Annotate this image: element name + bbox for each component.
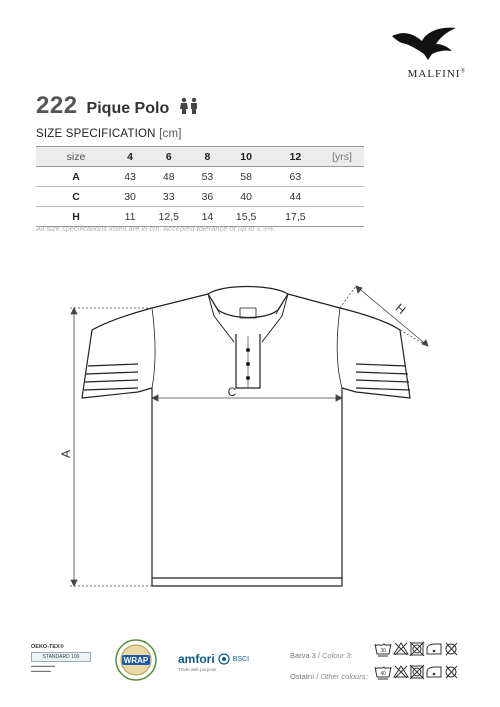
iron-icon (427, 667, 441, 677)
measure-a-label: A (59, 449, 73, 459)
iron-icon (427, 644, 441, 654)
table-cell: 58 (222, 167, 271, 187)
size-col: 12 (271, 147, 320, 167)
care-symbols (374, 640, 470, 684)
table-header-label: size (36, 147, 116, 167)
table-cell (320, 207, 364, 227)
kids-icon (178, 97, 200, 115)
button (246, 376, 250, 380)
oeko-tex-badge: OEKO-TEX® STANDARD 100 ▬▬▬▬▬▬ ▬▬▬▬▬ (31, 644, 91, 673)
size-table (36, 146, 364, 227)
collar (208, 287, 288, 318)
size-col: 4 (116, 147, 144, 167)
no-dry-clean-icon (446, 666, 457, 678)
table-cell (320, 187, 364, 207)
brand-name: MALFINI® (407, 68, 466, 80)
measure-h-label: H (392, 300, 409, 318)
table-cell: 44 (271, 187, 320, 207)
no-tumble-dry-icon (410, 642, 424, 656)
table-unit: [yrs] (320, 147, 364, 167)
product-title (36, 92, 200, 120)
table-row (36, 167, 364, 187)
bsci-icon (218, 653, 230, 665)
table-cell: 17,5 (271, 207, 320, 227)
spec-heading: SIZE SPECIFICATION [cm] (36, 128, 182, 140)
table-cell: 30 (116, 187, 144, 207)
size-col: 10 (222, 147, 271, 167)
care-colour-labels: Barva 3 / Colour 3: Ostatní / Other colours: (290, 651, 368, 681)
malfini-logo (386, 24, 466, 86)
size-col: 6 (144, 147, 193, 167)
eagle-icon (390, 24, 464, 64)
table-cell: 63 (271, 167, 320, 187)
row-label: C (36, 187, 116, 207)
product-name: Pique Polo (86, 100, 170, 117)
table-cell: 11 (116, 207, 144, 227)
no-dry-clean-icon (446, 643, 457, 655)
button (246, 348, 250, 352)
wash-temp-1: 30 (380, 648, 386, 654)
button (246, 362, 250, 366)
tolerance-note: All size specifications listed are in cm. Accepted tolerance of up to ± 5%. (36, 224, 276, 233)
table-cell: 43 (116, 167, 144, 187)
polo-technical-drawing (0, 270, 500, 610)
row-label: A (36, 167, 116, 187)
table-cell: 53 (193, 167, 221, 187)
table-cell: 48 (144, 167, 193, 187)
wash-temp-2: 40 (380, 671, 386, 677)
table-cell: 15,5 (222, 207, 271, 227)
no-tumble-dry-icon (410, 665, 424, 679)
table-cell (320, 167, 364, 187)
row-label: H (36, 207, 116, 227)
size-col: 8 (193, 147, 221, 167)
no-bleach-icon (394, 643, 408, 655)
wrap-certification-icon (114, 638, 158, 682)
no-bleach-icon (394, 666, 408, 678)
table-row (36, 187, 364, 207)
table-header-row (36, 147, 364, 167)
table-cell: 40 (222, 187, 271, 207)
table-cell: 33 (144, 187, 193, 207)
shirt-body (82, 294, 410, 586)
table-cell: 14 (193, 207, 221, 227)
product-code: 222 (36, 92, 78, 119)
table-cell: 36 (193, 187, 221, 207)
wrap-label: WRAP (123, 656, 149, 665)
amfori-bsci-badge: amfori BSCI Trade with purpose (178, 652, 250, 672)
table-cell: 12,5 (144, 207, 193, 227)
measure-c-label: C (227, 385, 237, 399)
